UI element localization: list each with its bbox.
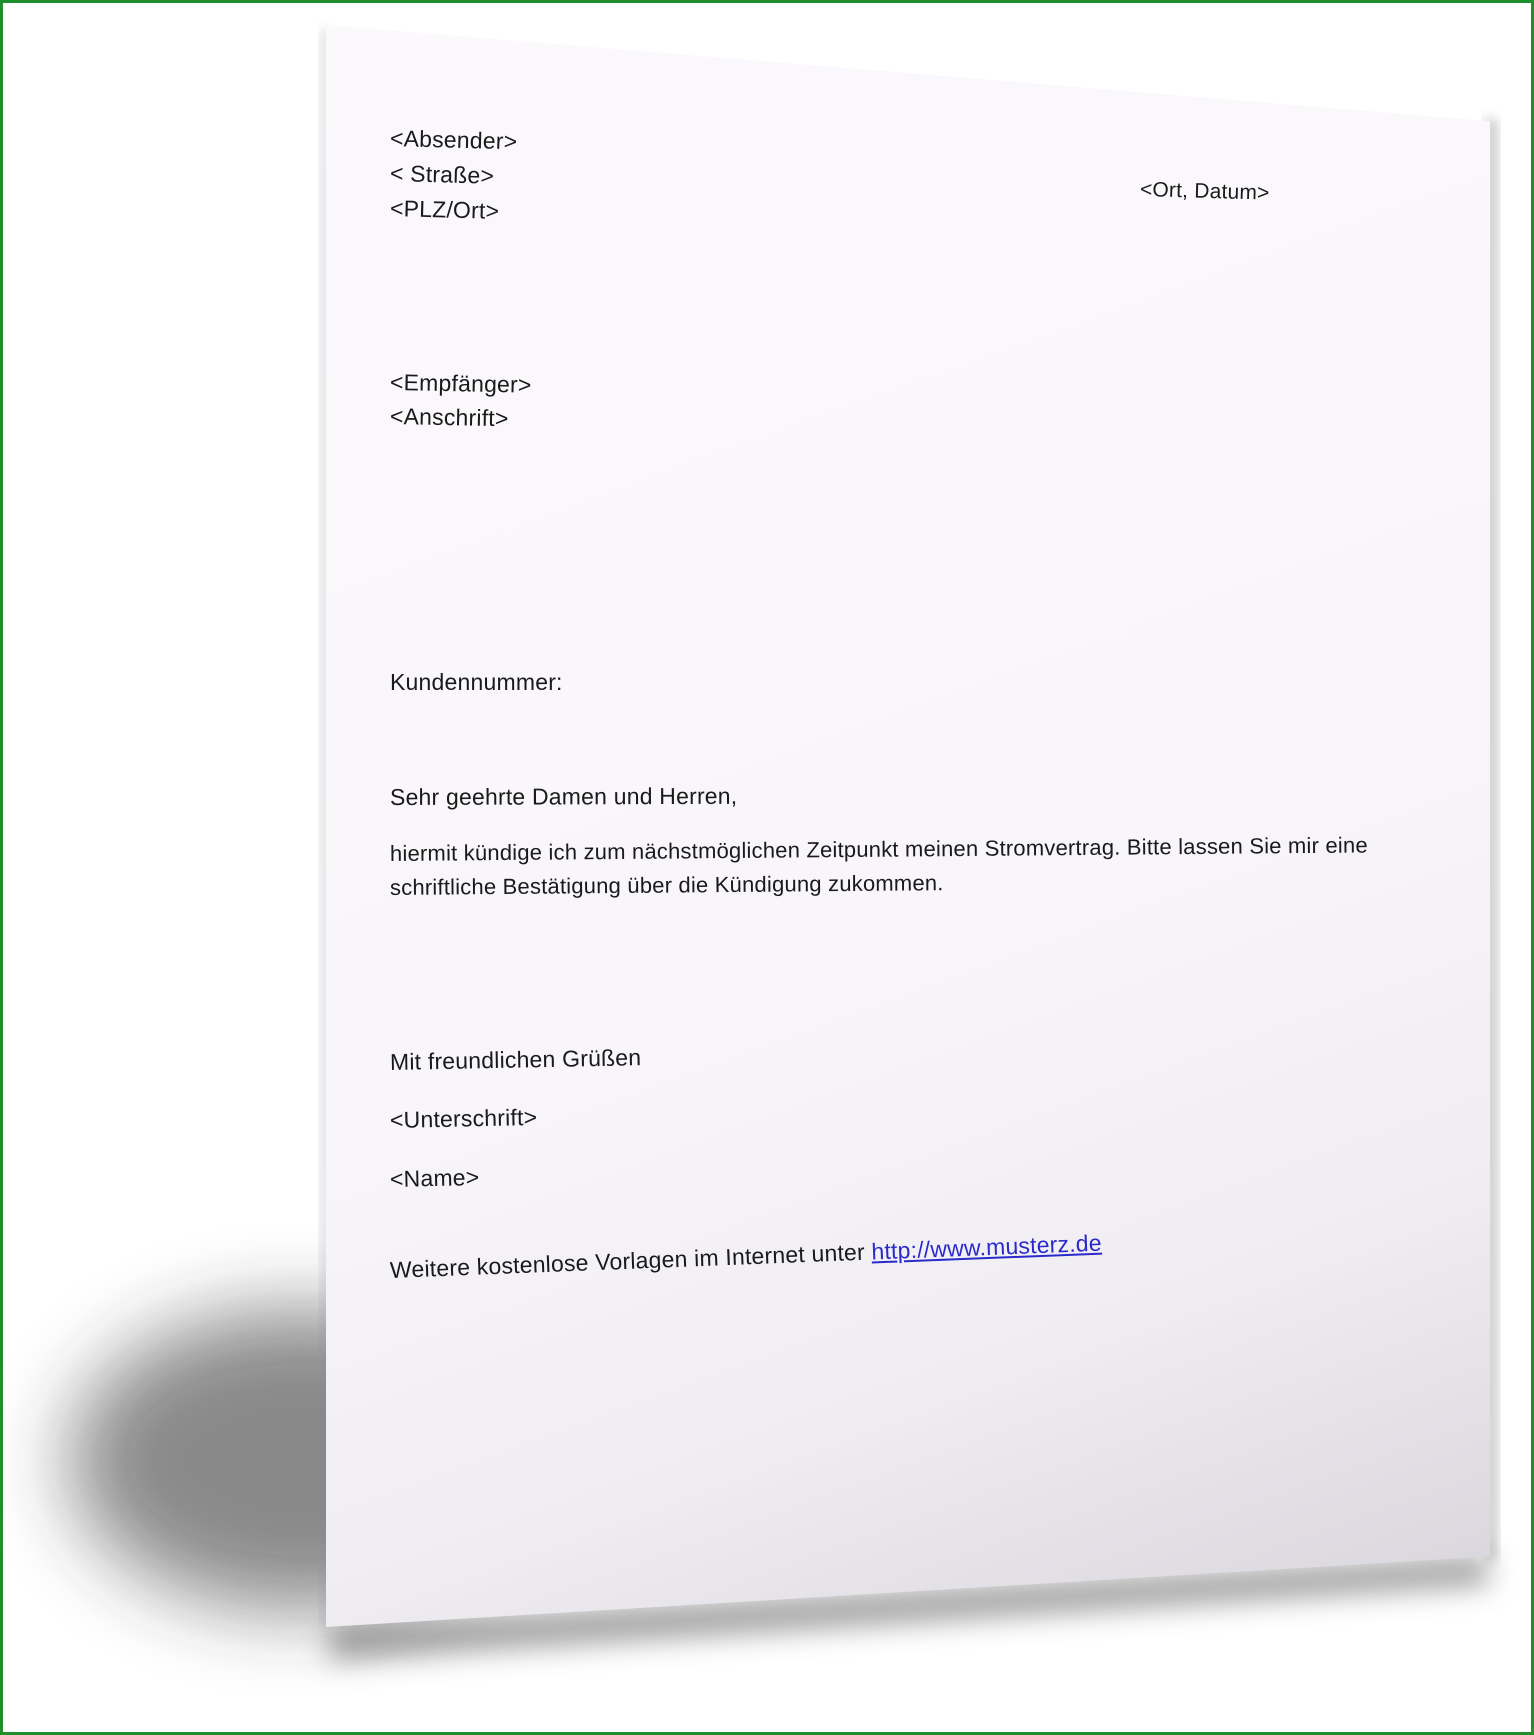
name-placeholder: <Name>	[389, 1163, 480, 1192]
closing: Mit freundlichen Grüßen	[389, 1044, 642, 1075]
signature-placeholder: <Unterschrift>	[389, 1103, 538, 1133]
salutation: Sehr geehrte Damen und Herren,	[389, 782, 738, 810]
body-line-2: schriftliche Bestätigung über die Kündigung zukommen.	[389, 870, 944, 900]
recipient-name: <Empfänger>	[389, 369, 532, 398]
footer-text: Weitere kostenlose Vorlagen im Internet unter	[389, 1238, 866, 1283]
sender-city: <PLZ/Ort>	[389, 195, 500, 224]
recipient-address: <Anschrift>	[389, 403, 509, 432]
footer-line	[389, 1229, 1102, 1286]
place-date: <Ort, Datum>	[1139, 178, 1270, 205]
footer-link[interactable]: http://www.musterz.de	[870, 1229, 1103, 1265]
sender-street: < Straße>	[389, 160, 495, 189]
body-line-1: hiermit kündige ich zum nächstmöglichen Zeitpunkt meinen Stromvertrag. Bitte lassen Sie mir eine	[389, 832, 1368, 866]
sender-name: <Absender>	[389, 125, 518, 155]
customer-number-label: Kundennummer:	[390, 669, 563, 695]
